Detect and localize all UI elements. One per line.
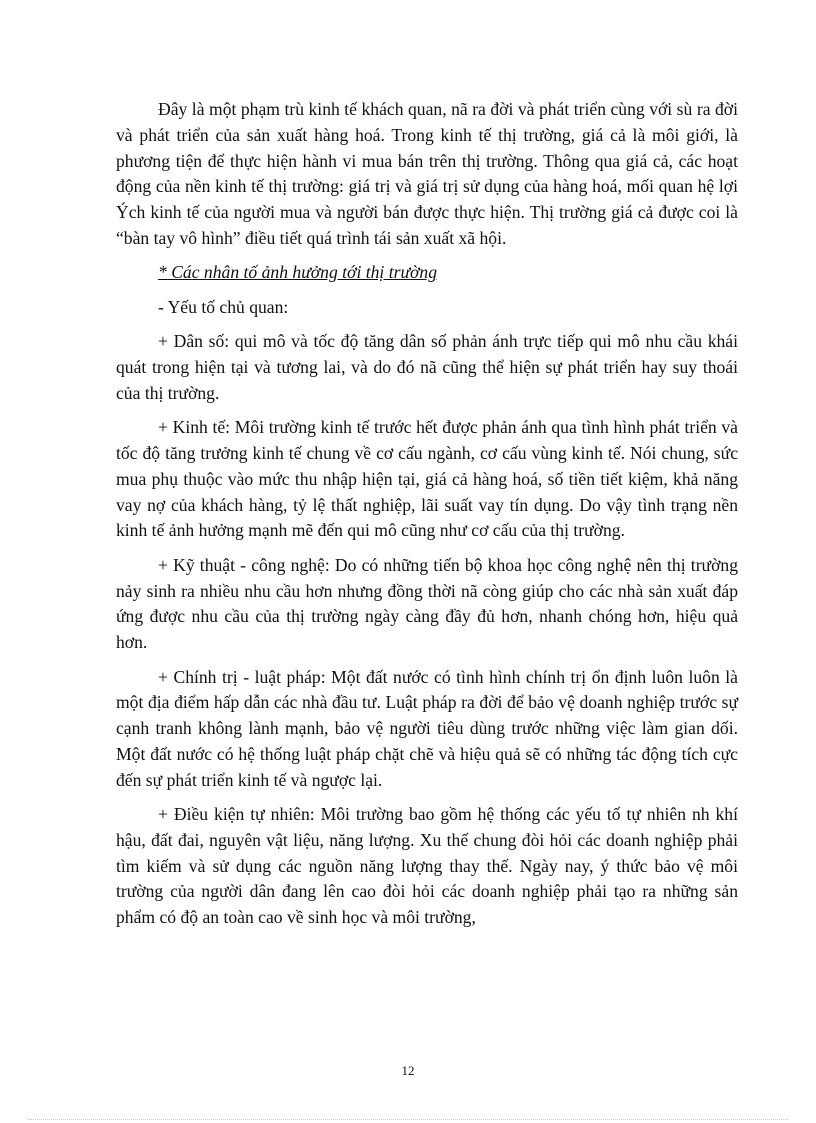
page-number: 12 xyxy=(401,1063,415,1078)
footer-divider xyxy=(28,1119,788,1120)
paragraph-natural-conditions: + Điều kiện tự nhiên: Môi trường bao gồm hệ thống các yếu tố tự nhiên nh khí hậu, đất đai, nguyên vật liệu, năng lượng. Xu thế chung đòi hỏi các doanh nghiệp phải tìm kiếm và sử dụng các nguồn năng lượng thay thế. Ngày nay, ý thức bảo vệ môi trường của người dân đang lên cao đòi hỏi các doanh nghiệp phải tạo ra những sản phẩm có độ an toàn cao về sinh học và môi trường, xyxy=(116,804,738,928)
paragraph-technology: + Kỹ thuật - công nghệ: Do có những tiến bộ khoa học công nghệ nên thị trường nảy sinh ra nhiều nhu cầu hơn nhưng đồng thời nã còng giúp cho các nhà sản xuất đáp ứng được nhu cầu của thị trường ngày càng đầy đủ hơn, nhanh chóng hơn, hiệu quả hơn. xyxy=(116,554,738,653)
paragraph-politics-law: + Chính trị - luật pháp: Một đất nước có tình hình chính trị ổn định luôn luôn là một địa điểm hấp dẫn các nhà đầu tư. Luật pháp ra đời để bảo vệ doanh nghiệp trước sự cạnh tranh không lành mạnh, bảo vệ người tiêu dùng trước những việc làm gian dối. Một đất nước có hệ thống luật pháp chặt chẽ và hiệu quả sẽ có những tác động tích cực đến sự phát triển kinh tế và ngược lại. xyxy=(116,666,738,790)
paragraph-price-category: Đây là một phạm trù kinh tế khách quan, nã ra đời và phát triển cùng với sù ra đời và phát triển của sản xuất hàng hoá. Trong kinh tế thị trường, giá cả là môi giới, là phương tiện để thực hiện hành vi mua bán trên thị trường. Thông qua giá cả, các hoạt động của nền kinh tế thị trường: giá trị và giá trị sử dụng của hàng hoá, mối quan hệ lợi Ých kinh tế của người mua và người bán được thực hiện. Thị trường giá cả được coi là “bàn tay vô hình” điều tiết quá trình tái sản xuất xã hội. xyxy=(116,99,738,248)
paragraph-population: + Dân số: qui mô và tốc độ tăng dân số phản ánh trực tiếp qui mô nhu cầu khái quát trong hiện tại và tương lai, và do đó nã cũng thể hiện sự phát triển hay suy thoái của thị trường. xyxy=(116,331,738,403)
document-body xyxy=(116,97,738,931)
subheading-subjective-factors: - Yếu tố chủ quan: xyxy=(158,296,289,317)
section-heading-market-factors: * Các nhân tố ảnh hưởng tới thị trường xyxy=(158,262,438,283)
paragraph-economy: + Kinh tế: Môi trường kinh tế trước hết được phản ánh qua tình hình phát triển và tốc độ tăng trưởng kinh tế chung về cơ cấu ngành, cơ cấu vùng kinh tế. Nói chung, sức mua phụ thuộc vào mức thu nhập hiện tại, giá cả hàng hoá, số tiền tiết kiệm, khả năng vay nợ của khách hàng, tỷ lệ thất nghiệp, lãi suất vay tín dụng. Do vậy tình trạng nền kinh tế ảnh hưởng mạnh mẽ đến qui mô cũng như cơ cấu của thị trường. xyxy=(116,417,738,541)
